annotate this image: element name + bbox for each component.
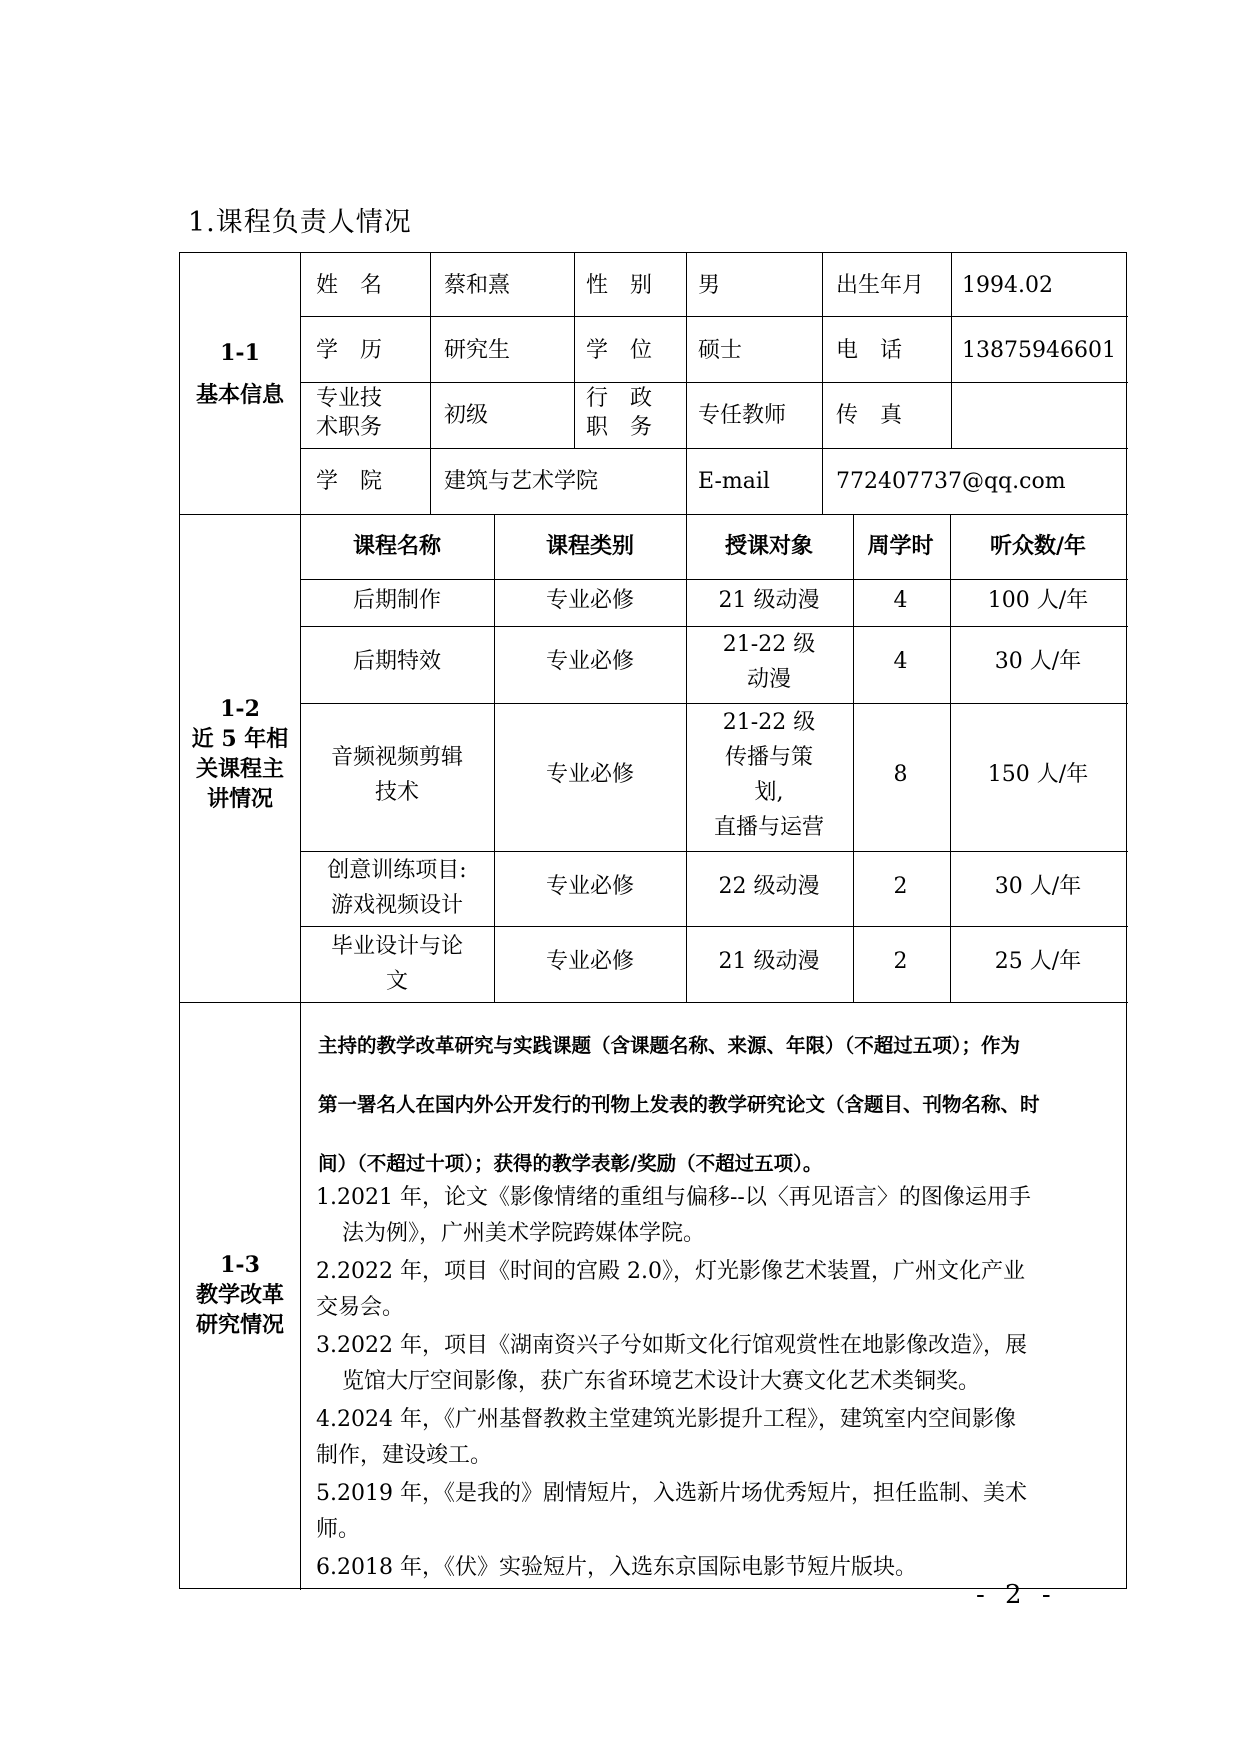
- achievement-item: 2.2022 年，项目《时间的宫殿 2.0》，灯光影像艺术装置，广州文化产业 交易会。: [316, 1259, 1025, 1320]
- achievement-item: 4.2024 年，《广州基督教救主堂建筑光影提升工程》，建筑室内空间影像 制作，建设竣工。: [316, 1407, 1016, 1468]
- header-course-name: 课程名称: [352, 533, 441, 559]
- header-weekly-hours: 周学时: [867, 533, 934, 559]
- value-phone: 13875946601: [962, 338, 1116, 363]
- course-target: 22 级动漫: [718, 874, 820, 899]
- value-education: 研究生: [444, 338, 511, 363]
- value-gender: 男: [698, 273, 721, 298]
- achievement-item: 5.2019 年，《是我的》剧情短片，入选新片场优秀短片，担任监制、美术 师。: [316, 1481, 1027, 1542]
- course-type: 专业必修: [545, 949, 634, 974]
- section-label-teaching-reform: 1-3 教学改革 研究情况: [195, 1252, 284, 1338]
- achievement-item: 3.2022 年，项目《湖南资兴子兮如斯文化行馆观赏性在地影像改造》，展 览馆大厅空间影像，获广东省环境艺术设计大赛文化艺术类铜奖。: [316, 1333, 1027, 1394]
- label-admin-post: 行 政 职 务: [586, 386, 653, 440]
- course-hours: 4: [893, 649, 908, 674]
- value-college: 建筑与艺术学院: [444, 469, 599, 494]
- value-name: 蔡和熹: [444, 273, 511, 298]
- course-target: 21-22 级 动漫: [722, 632, 816, 692]
- value-email: 772407737@qq.com: [836, 469, 1066, 494]
- course-hours: 2: [893, 874, 908, 899]
- label-gender: 性 别: [586, 273, 653, 298]
- instruction-line: 主持的教学改革研究与实践课题（含课题名称、来源、年限）（不超过五项）；作为: [318, 1034, 1021, 1057]
- course-target: 21 级动漫: [718, 588, 820, 613]
- course-hours: 4: [893, 588, 908, 613]
- value-birth: 1994.02: [962, 273, 1053, 298]
- course-audience: 100 人/年: [987, 588, 1089, 613]
- value-degree: 硕士: [698, 338, 743, 363]
- instruction-line: 间）（不超过十项）；获得的教学表彰/奖励（不超过五项）。: [318, 1152, 823, 1175]
- label-degree: 学 位: [586, 338, 653, 363]
- course-type: 专业必修: [545, 874, 634, 899]
- label-phone: 电 话: [836, 338, 903, 363]
- label-birth: 出生年月: [836, 273, 925, 298]
- course-name: 后期制作: [352, 588, 441, 613]
- label-education: 学 历: [316, 338, 383, 363]
- course-type: 专业必修: [545, 762, 634, 787]
- course-name: 音频视频剪辑 技术: [330, 745, 463, 805]
- label-fax: 传 真: [836, 403, 903, 428]
- value-admin-post: 专任教师: [698, 403, 787, 428]
- course-name: 毕业设计与论 文: [330, 934, 463, 994]
- course-hours: 8: [893, 762, 908, 787]
- instruction-line: 第一署名人在国内外公开发行的刊物上发表的教学研究论文（含题目、刊物名称、时: [318, 1093, 1040, 1116]
- header-target: 授课对象: [724, 533, 813, 559]
- achievement-item: 1.2021 年，论文《影像情绪的重组与偏移--以〈再见语言〉的图像运用手 法为例》，广州美术学院跨媒体学院。: [316, 1185, 1031, 1246]
- label-college: 学 院: [316, 469, 383, 494]
- course-audience: 30 人/年: [994, 874, 1082, 899]
- course-audience: 25 人/年: [994, 949, 1082, 974]
- header-audience: 听众数/年: [989, 533, 1087, 559]
- course-audience: 30 人/年: [994, 649, 1082, 674]
- page-number: - 2 -: [976, 1580, 1057, 1610]
- header-course-type: 课程类别: [545, 533, 634, 559]
- section-label-courses: 1-2 近 5 年相 关课程主 讲情况: [191, 696, 289, 812]
- course-name: 后期特效: [352, 649, 441, 674]
- course-target: 21-22 级 传播与策 划, 直播与运营: [713, 710, 824, 840]
- course-target: 21 级动漫: [718, 949, 820, 974]
- label-name: 姓 名: [316, 273, 383, 298]
- course-type: 专业必修: [545, 588, 634, 613]
- label-email: E-mail: [698, 469, 770, 494]
- course-name: 创意训练项目: 游戏视频设计: [327, 858, 467, 918]
- section-label-basic-info: 1-1 基本信息: [195, 340, 284, 408]
- value-title: 初级: [444, 403, 489, 428]
- course-type: 专业必修: [545, 649, 634, 674]
- page-heading: 1.课程负责人情况: [188, 207, 412, 238]
- label-title: 专业技 术职务: [316, 386, 383, 440]
- course-audience: 150 人/年: [987, 762, 1089, 787]
- course-hours: 2: [893, 949, 908, 974]
- achievement-item: 6.2018 年，《伏》实验短片，入选东京国际电影节短片版块。: [316, 1555, 917, 1580]
